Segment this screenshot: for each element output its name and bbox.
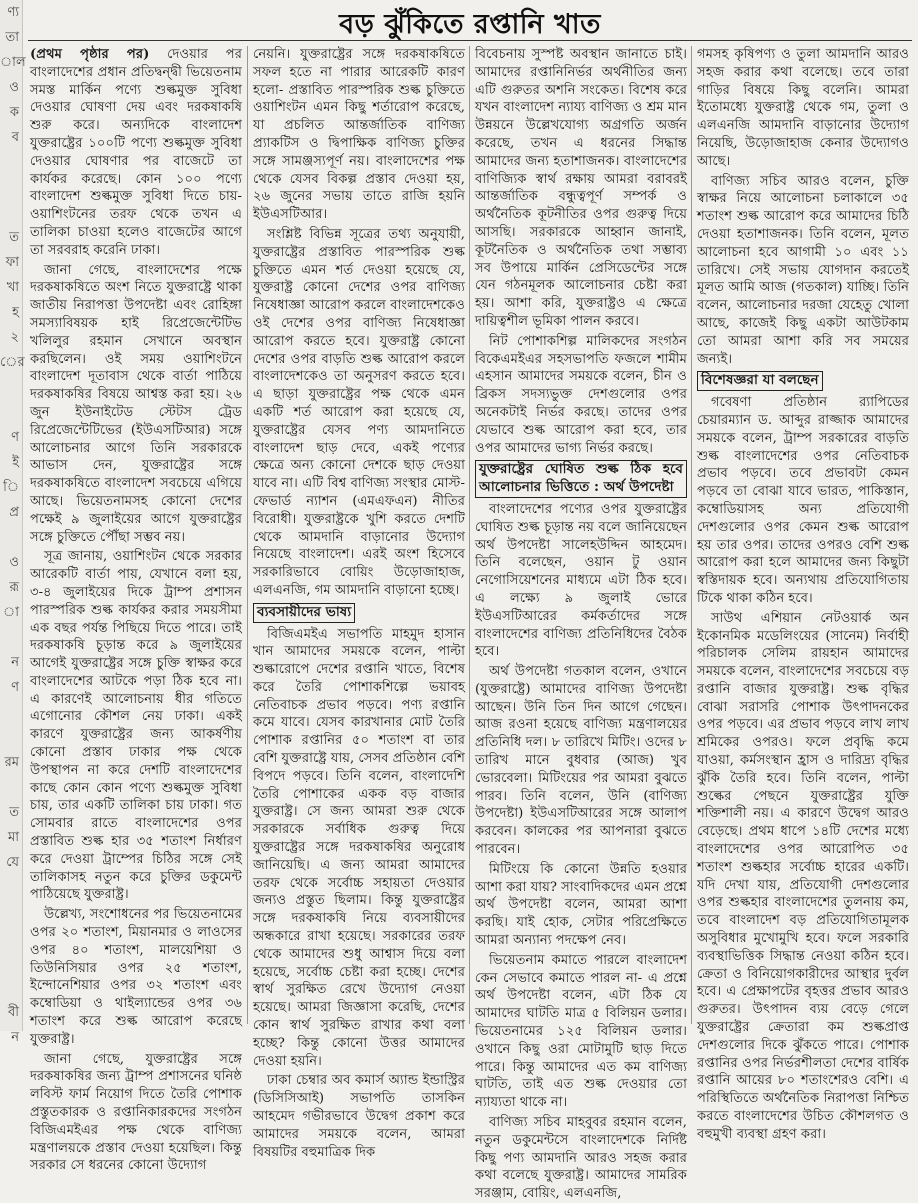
gutter-fragment [0,700,22,725]
gutter-fragment: ণ [11,430,19,445]
gutter-fragment: ব [11,130,19,145]
previous-article-clipped-column [0,0,26,1045]
article-column-2 [253,46,465,1160]
gutter-fragment: তা [5,30,19,45]
article-paragraph: বাংলাদেশের পণ্যের ওপর যুক্তরাষ্ট্রের ঘোষিত শুল্ক চূড়ান্ত নয় বলে জানিয়েছেন অর্থ উপদেষ্টা সালেহউদ্দিন আহমেদ। তিনি বলেছেন, ওয়ান টু ওয়ান নেগোসিয়েশনের মাধ্যমে এটা ঠিক হবে। এ লক্ষ্যে ৯ জুলাই ভোরে ইউএসটিআরের কর্মকর্তাদের সঙ্গে বাংলাদেশের বাণিজ্য প্রতিনিধিদের বৈঠক হবে। [475,501,687,660]
article-column-3 [475,46,687,1202]
gutter-fragment [0,1075,22,1100]
article-column-4 [697,46,909,1142]
subheading [697,371,909,391]
column-divider [469,46,470,1024]
article-headline: বড় ঝুঁকিতে রপ্তানি খাত [339,9,601,40]
article-paragraph: উল্লেখ্য, সংশোধনের পর ভিয়েতনামের ওপর ২০ শতাংশ, মিয়ানমার ও লাওসের ওপর ৪০ শতাংশ, মালয়েশিয়া ও তিউনিসিয়ার ওপর ২৫ শতাংশ, ইন্দোনেশিয়ার ওপর ৩২ শতাংশ এবং কম্বোডিয়া ও থাইল্যান্ডের ওপর ৩৬ শতাংশ করে শুল্ক আরোপ করেছে যুক্তরাষ্ট্র। [30,907,242,1047]
gutter-fragment [0,775,22,800]
subheading [475,460,687,498]
article-paragraph: ঢাকা চেম্বার অব কমার্স অ্যান্ড ইন্ডাস্ট্রির (ডিসিসিআই) সভাপতি তাসকিন আহমেদ গভীরভাবে উদ্বেগ প্রকাশ করে আমাদের সময়কে বলেন, আমরা বিষয়টির বহুমাত্রিক দিক [253,1073,465,1160]
article-paragraph: মিটিংয়ে কি কোনো উন্নতি হওয়ার আশা করা যায়? সাংবাদিকদের এমন প্রশ্নে অর্থ উপদেষ্টা বলেন, আমরা আশা করছি। যাই হোক, সেটার পরিপ্রেক্ষিতে আমরা অন্যান্য পদক্ষেপ নেব। [475,861,687,949]
gutter-fragment [0,975,22,1000]
gutter-fragment [0,375,22,400]
article-paragraph: ভিয়েতনাম কমাতে পারলে বাংলাদেশ কেন সেভাবে কমাতে পারল না- এ প্রশ্নে অর্থ উপদেষ্টা বলেন, এটা ঠিক যে আমাদের ঘাটতি মাত্র ৫ বিলিয়ন ডলার। ভিয়েতনামের ১২৫ বিলিয়ন ডলার। ওখানে কিছু ওরা মোটামুটি ছাড় দিতে পারে। কিন্তু আমাদের এত কম বাণিজ্য ঘাটতি, তাই এত শুল্ক দেওয়ার তো ন্যায্যতা থাকে না। [475,952,687,1111]
gutter-fragment: বী [8,1005,19,1020]
gutter-fragment [0,950,22,975]
gutter-fragment: রম [4,755,19,770]
gutter-fragment: ণ [11,680,19,695]
subheading [253,603,465,623]
gutter-fragment: ণ্য [7,5,19,20]
gutter-fragment: মা [8,830,19,845]
gutter-fragment [0,925,22,950]
article-column-1 [30,46,242,1174]
gutter-fragment [0,400,22,425]
gutter-fragment: প্র [9,505,19,520]
gutter-fragment: যে [6,855,19,870]
paragraph-text: দেওয়ার পর বাংলাদেশের প্রধান প্রতিদ্বন্দ্বী ভিয়েতনাম সমস্ত মার্কিন পণ্যে শুল্কমুক্ত সুবিধা দেওয়ার ঘোষণা দেয় এবং দরকষাকষি শুরু করে। অন্যদিকে বাংলাদেশ যুক্তরাষ্ট্রের ১০০টি পণ্যে শুল্কমুক্ত সুবিধা দেওয়ার ঘোষণার পর বাজেটে তা কার্যকর করেছে। কোন ১০০ পণ্যে বাংলাদেশ শুল্কমুক্ত সুবিধা দিতে চায়- ওয়াশিংটনের তরফ থেকে তখন এ তালিকা চাওয়া হলেও বাজেটের আগে তা সরবরাহ করেনি ঢাকা। [30,47,242,258]
gutter-fragment [0,1050,22,1075]
gutter-fragment: ২ [10,330,19,345]
gutter-fragment [0,900,22,925]
article-paragraph [30,46,242,260]
article-paragraph: গবেষণা প্রতিষ্ঠান র‍্যাপিডের চেয়ারম্যান ড. আব্দুর রাজ্জাক আমাদের সময়কে বলেন, ট্রাম্প সরকারের বাড়তি শুল্ক বাংলাদেশের ওপর নেতিবাচক প্রভাব পড়বে। তবে প্রভাবটা কেমন পড়বে তা বোঝা যাবে ভারত, পাকিস্তান, কম্বোডিয়াসহ অন্য প্রতিযোগী দেশগুলোর ওপর কেমন শুল্ক আরোপ হয় তার ওপর। তাদের ওপরও বেশি শুল্ক আরোপ করা হলে আমাদের জন্য কিছুটা স্বস্তিদায়ক হবে। অন্যথায় প্রতিযোগিতায় টিকে থাকা কঠিন হবে। [697,395,909,606]
continuation-marker: (প্রথম পৃষ্ঠার পর) [30,47,150,62]
gutter-fragment [0,725,22,750]
article-paragraph: বিজিএমইএ সভাপতি মাহমুদ হাসান খান আমাদের সময়কে বলেন, পাল্টা শুল্কারোপে দেশের রপ্তানি খাতে, বিশেষ করে তৈরি পোশাকশিল্পে ভয়াবহ নেতিবাচক প্রভাব পড়বে। পণ্য রপ্তানি কমে যাবে। যেসব কারখানার মোট তৈরি পোশাক রপ্তানির ৫০ শতাংশ বা তার বেশি যুক্তরাষ্ট্রে যায়, সেসব প্রতিষ্ঠান বেশি বিপদে পড়বে। তিনি বলেন, বাংলাদেশি তৈরি পোশাকের একক বড় বাজার যুক্তরাষ্ট্র। সে জন্য আমরা শুরু থেকে সরকারকে সর্বাধিক গুরুত্ব দিয়ে যুক্তরাষ্ট্রের সঙ্গে দরকষাকষির অনুরোধ জানিয়েছি। এ জন্য আমরা আমাদের তরফ থেকে সর্বোচ্চ সহায়তা দেওয়ার জন্যও প্রস্তুত ছিলাম। কিন্তু যুক্তরাষ্ট্রের সঙ্গে দরকষাকষি নিয়ে ব্যবসায়ীদের অন্ধকারে রাখা হয়েছে। সরকারের তরফ থেকে আমাদের শুধু আশ্বাস দিয়ে বলা হয়েছে, সর্বোচ্চ চেষ্টা করা হচ্ছে। দেশের স্বার্থ সুরক্ষিত রেখে উদ্যোগ নেওয়া হয়েছে। আমরা জিজ্ঞাসা করেছি, দেশের কোন স্বার্থ সুরক্ষিত রাখার কথা বলা হচ্ছে? কিন্তু কোনো উত্তর আমাদের দেওয়া হয়নি। [253,626,465,1069]
article-paragraph: জানা গেছে, যুক্তরাষ্ট্রের সঙ্গে দরকষাকষির জন্য ট্রাম্প প্রশাসনের ঘনিষ্ঠ লবিস্ট ফার্ম নিয়োগ দিতে তৈরি পোশাক প্রস্তুতকারক ও রপ্তানিকারকদের সংগঠন বিজিএমইএর পক্ষ থেকে বাণিজ্য মন্ত্রণালয়কে প্রস্তাব দেওয়া হয়েছিল। কিন্তু সরকার সে ধরনের কোনো উদ্যোগ [30,1051,242,1174]
gutter-fragment: ই [12,455,19,470]
article-paragraph: অর্থ উপদেষ্টা গতকাল বলেন, ওখানে (যুক্তরাষ্ট্রে) আমাদের বাণিজ্য উপদেষ্টা আছেন। উনি তিন দিন আগে গেছেন। আজ রওনা হয়েছে বাণিজ্য মন্ত্রণালয়ের প্রতিনিধি দল। ৮ তারিখে মিটিং। ওদের ৮ তারিখ মানে বুধবার (আজ) খুব ভোরবেলা। মিটিংয়ের পর আমরা বুঝতে পারব। তিনি বলেন, উনি (বাণিজ্য উপদেষ্টা) ইউএসটিআরের সঙ্গে আলাপ করবেন। কালকের পর আপনারা বুঝতে পারবেন। [475,664,687,858]
gutter-fragment [0,150,22,175]
gutter-fragment [0,525,22,550]
article-paragraph: বিবেচনায় সুস্পষ্ট অবস্থান জানাতে চাই। আমাদের রপ্তানিনির্ভর অর্থনীতির জন্য এটি গুরুতর অশনি সংকেত। বিশেষ করে যখন বাংলাদেশ ন্যায্য বাণিজ্য ও শ্রম মান উন্নয়নে উল্লেখযোগ্য অগ্রগতি অর্জন করেছে, তখন এ ধরনের সিদ্ধান্ত আমাদের জন্য হতাশাজনক। বাংলাদেশের বাণিজ্যিক স্বার্থ রক্ষায় আমরা বরাবরই আন্তর্জাতিক বন্ধুত্বপূর্ণ সম্পর্ক ও অর্থনৈতিক কূটনীতির ওপর গুরুত্ব দিয়ে আসছি। সরকারকে আহ্বান জানাই, কূটনৈতিক ও অর্থনৈতিক তথা সম্ভাব্য সব উপায়ে মার্কিন প্রেসিডেন্টের সঙ্গে যেন গঠনমূলক আলোচনার চেষ্টা করা হয়। আশা করি, যুক্তরাষ্ট্রও এ ক্ষেত্রে দায়িত্বশীল ভূমিকা পালন করবে। [475,47,687,329]
column-divider [691,46,692,1024]
gutter-fragment: হ [12,305,19,320]
gutter-fragment [0,625,22,650]
gutter-fragment: ের [0,355,25,370]
gutter-fragment: ি [3,480,19,495]
gutter-fragment [0,875,22,900]
gutter-fragment: ত [9,805,19,820]
gutter-fragment: ক [9,105,19,120]
gutter-fragment: ও [9,80,19,95]
article-paragraph: গমসহ কৃষিপণ্য ও তুলা আমদানি আরও সহজ করার কথা বলেছে। তবে তারা গাড়ির বিষয়ে কিছু বলেনি। আমরা ইতোমধ্যে যুক্তরাষ্ট্র থেকে গম, তুলা ও এলএনজি আমদানি বাড়ানোর উদ্যোগ নিয়েছি, উড়োজাহাজ কেনার উদ্যোগও আছে। [697,47,909,169]
article-paragraph: বাণিজ্য সচিব মাহবুবর রহমান বলেন, নতুন ডকুমেন্টসে বাংলাদেশকে নির্দিষ্ট কিছু পণ্য আমদানি আরও সহজ করার কথা বলেছে যুক্তরাষ্ট্র। আমাদের সামরিক সরঞ্জাম, বোয়িং, এলএনজি, [475,1115,687,1202]
subheading-text: যুক্তরাষ্ট্রের ঘোষিত শুল্ক ঠিক হবে আলোচনার ভিত্তিতে : অর্থ উপদেষ্টা [475,460,687,498]
headline-rule [28,40,912,41]
article-paragraph: সাউথ এশিয়ান নেটওয়ার্ক অন ইকোনমিক মডেলিংয়ের (সানেম) নির্বাহী পরিচালক সেলিম রায়হান আমাদের সময়কে বলেন, বাংলাদেশের সবচেয়ে বড় রপ্তানি বাজার যুক্তরাষ্ট্র। শুল্ক বৃদ্ধির বোঝা সরাসরি পোশাক উৎপাদনকের ওপর পড়বে। এর প্রভাব পড়বে লাখ লাখ শ্রমিকের ওপরও। ফলে প্রবৃদ্ধি কমে যাওয়া, কর্মসংস্থান হ্রাস ও দারিদ্র্য বৃদ্ধির ঝুঁকি তৈরি হবে। তিনি বলেন, পাল্টা শুল্কের পেছনে যুক্তরাষ্ট্রের যুক্তি শক্তিশালী নয়। এ কারণে উদ্বেগ আরও বেড়েছে। প্রথম ধাপে ১৪টি দেশের মধ্যে বাংলাদেশের ওপর আরোপিত ৩৫ শতাংশ শুল্কহার সর্বোচ্চ হারের একটি। যদি দেখা যায়, প্রতিযোগী দেশগুলোর ওপর শুল্কহার বাংলাদেশের তুলনায় কম, তবে বাংলাদেশ বড় প্রতিযোগিতামূলক অসুবিধার মুখোমুখি হবে। ফলে সরকারি ব্যবস্থাভিত্তিক সিদ্ধান্ত নেওয়া কঠিন হবে। ক্রেতা ও বিনিয়োগকারীদের আস্থার দুর্বল হবে। এ প্রেক্ষাপটের বৃহত্তর প্রভাব আরও গুরুতর। উৎপাদন ব্যয় বেড়ে গেলে যুক্তরাষ্ট্রের ক্রেতারা কম শুল্কপ্রাপ্ত দেশগুলোর দিকে ঝুঁকতে পারে। পোশাক রপ্তানির ওপর নির্ভরশীলতা দেশের বার্ষিক রপ্তানি আয়ের ৮০ শতাংশেরও বেশি। এ পরিস্থিতিতে অর্থনৈতিক নিরাপত্তা নিশ্চিত করতে বাংলাদেশের উচিত কৌশলগত ও বহুমুখী ব্যবস্থা গ্রহণ করা। [697,610,909,1142]
gutter-fragment [0,175,22,200]
gutter-fragment: াল [0,55,26,70]
gutter-fragment: রূ [9,580,19,595]
article-paragraph: বাণিজ্য সচিব আরও বলেন, চুক্তি স্বাক্ষর নিয়ে আলোচনা চলাকালে ৩৫ শতাংশ শুল্ক আরোপ করে আমাদের চিঠি দেওয়া হতাশাজনক। তিনি বলেন, মূলত আলোচনা হবে আগামী ১০ এবং ১১ তারিখে। সেই সভায় যোগদান করতেই মূলত আমি আজ (গতকাল) যাচ্ছি। তিনি বলেন, আলোচনার দরজা যেহেতু খোলা আছে, কাজেই কিছু একটা আউটকাম তো আমরা আশা করি সব সময়ের জন্যই। [697,173,909,367]
gutter-fragment: ফা [5,255,19,270]
column-divider [247,46,248,1024]
gutter-fragment [0,200,22,225]
gutter-fragment: ও [9,555,19,570]
article-paragraph: জানা গেছে, বাংলাদেশের পক্ষে দরকষাকষিতে অংশ নিতে যুক্তরাষ্ট্রে থাকা জাতীয় নিরাপত্তা উপদেষ্টা এবং রোহিঙ্গা সমস্যাবিষয়ক হাই রিপ্রেজেন্টেটিভ খলিলুর রহমান সেখানে অবস্থান করছিলেন। ওই সময় ওয়াশিংটনে বাংলাদেশ দূতাবাস থেকে বার্তা পাঠিয়ে দরকষাকষির বিষয়ে আশ্বস্ত করা হয়। ২৬ জুন ইউনাইটেড স্টেটস ট্রেড রিপ্রেজেন্টেটিভের (ইউএসটিআর) সঙ্গে আলোচনার আগে তিনি সরকারকে আভাস দেন, যুক্তরাষ্ট্রের সঙ্গে দরকষাকষিতে বাংলাদেশ সবচেয়ে এগিয়ে আছে। ভিয়েতনামসহ কোনো দেশের পক্ষেই ৯ জুলাইয়ের আগে যুক্তরাষ্ট্রের সঙ্গে চুক্তিতে পৌঁছা সম্ভব নয়। [30,262,242,545]
gutter-fragment: ন [11,1030,19,1045]
article-paragraph: সংশ্লিষ্ট বিভিন্ন সূত্রের তথ্য অনুযায়ী, যুক্তরাষ্ট্রের প্রস্তাবিত পারস্পরিক শুল্ক চুক্তিতে এমন শর্ত দেওয়া হয়েছে যে, যুক্তরাষ্ট্র কোনো দেশের ওপর বাণিজ্য নিষেধাজ্ঞা আরোপ করলে বাংলাদেশকেও ওই দেশের ওপর বাণিজ্য নিষেধাজ্ঞা আরোপ করতে হবে। যুক্তরাষ্ট্র কোনো দেশের ওপর বাড়তি শুল্ক আরোপ করলে বাংলাদেশকেও তা অনুসরণ করতে হবে। এ ছাড়া যুক্তরাষ্ট্রের পক্ষ থেকে এমন একটি শর্ত আরোপ করা হয়েছে যে, যুক্তরাষ্ট্রের যেসব পণ্য আমদানিতে বাংলাদেশ ছাড় দেবে, একই পণ্যের ক্ষেত্রে অন্য কোনো দেশকে ছাড় দেওয়া যাবে না। এটি বিশ্ব বাণিজ্য সংস্থার মোস্ট-ফেভার্ড ন্যাশন (এমএফএন) নীতির বিরোধী। যুক্তরাষ্ট্রকে খুশি করতে দেশটি থেকে আমদানি বাড়ানোর উদ্যোগ নিয়েছে বাংলাদেশ। এরই অংশ হিসেবে সরকারিভাবে বোয়িং উড়োজাহাজ, এলএনজি, গম আমদানি বাড়ানো হচ্ছে। [253,226,465,598]
gutter-fragment: ন [11,655,19,670]
article-paragraph: নিট পোশাকশিল্প মালিকদের সংগঠন বিকেএমইএর সহসভাপতি ফজলে শামীম এহসান আমাদের সময়কে বলেন, চীন ও ব্রিকস সদস্যভুক্ত দেশগুলোর ওপর অনেকটাই নির্ভর করছে। তাদের ওপর যেভাবে শুল্ক আরোপ করা হবে, তার ওপর আমাদের ভাগ্য নির্ভর করছে। [475,333,687,456]
subheading-text: ব্যবসায়ীদের ভাষ্য [253,603,355,623]
subheading-text: বিশেষজ্ঞরা যা বলছেন [697,371,823,391]
gutter-fragment: া [3,605,19,620]
article-paragraph: সূত্র জানায়, ওয়াশিংটন থেকে সরকার আরেকটি বার্তা পায়, যেখানে বলা হয়, ৩-৪ জুলাইয়ের দিকে ট্রাম্প প্রশাসন পারস্পরিক শুল্ক কার্যকর করার সময়সীমা এক বছর পর্যন্ত পিছিয়ে দিতে পারে। তাই দরকষাকষি চূড়ান্ত করে ৯ জুলাইয়ের আগেই যুক্তরাষ্ট্রের সঙ্গে চুক্তি স্বাক্ষর করে বাংলাদেশের আটকে পড়া ঠিক হবে না। এ কারণেই আলোচনায় ধীর গতিতে এগোনোর কৌশল নেয় ঢাকা। একই কারণে যুক্তরাষ্ট্রের জন্য আকর্ষণীয় কোনো প্রস্তাব ঢাকার পক্ষ থেকে উপস্থাপন না করে দেশটি বাংলাদেশের কাছে কোন কোন পণ্যে শুল্কমুক্ত সুবিধা চায়, তার একটি তালিকা চায় ঢাকা। গত সোমবার রাতে বাংলাদেশের ওপর প্রস্তাবিত শুল্ক হার ৩৫ শতাংশ নির্ধারণ করে দেওয়া ট্রাম্পের চিঠির সঙ্গে সেই তালিকাসহ নতুন করে চুক্তির ডকুমেন্ট পাঠিয়েছে যুক্তরাষ্ট্র। [30,549,242,903]
gutter-fragment: খা [6,280,19,295]
article-paragraph: নেয়নি। যুক্তরাষ্ট্রের সঙ্গে দরকষাকষিতে সফল হতে না পারার আরেকটি কারণ হলো- প্রস্তাবিত পারস্পরিক শুল্ক চুক্তিতে ওয়াশিংটন এমন কিছু শর্তারোপ করেছে, যা প্রচলিত আন্তর্জাতিক বাণিজ্য প্র্যাকটিস ও দ্বিপাক্ষিক বাণিজ্য চুক্তির সঙ্গে সামঞ্জস্যপূর্ণ নয়। বাংলাদেশের পক্ষ থেকে যেসব বিকল্প প্রস্তাব দেওয়া হয়, ২৬ জুনের সভায় তাতে রাজি হয়নি ইউএসটিআর। [253,47,465,223]
gutter-fragment: ত [9,230,19,245]
